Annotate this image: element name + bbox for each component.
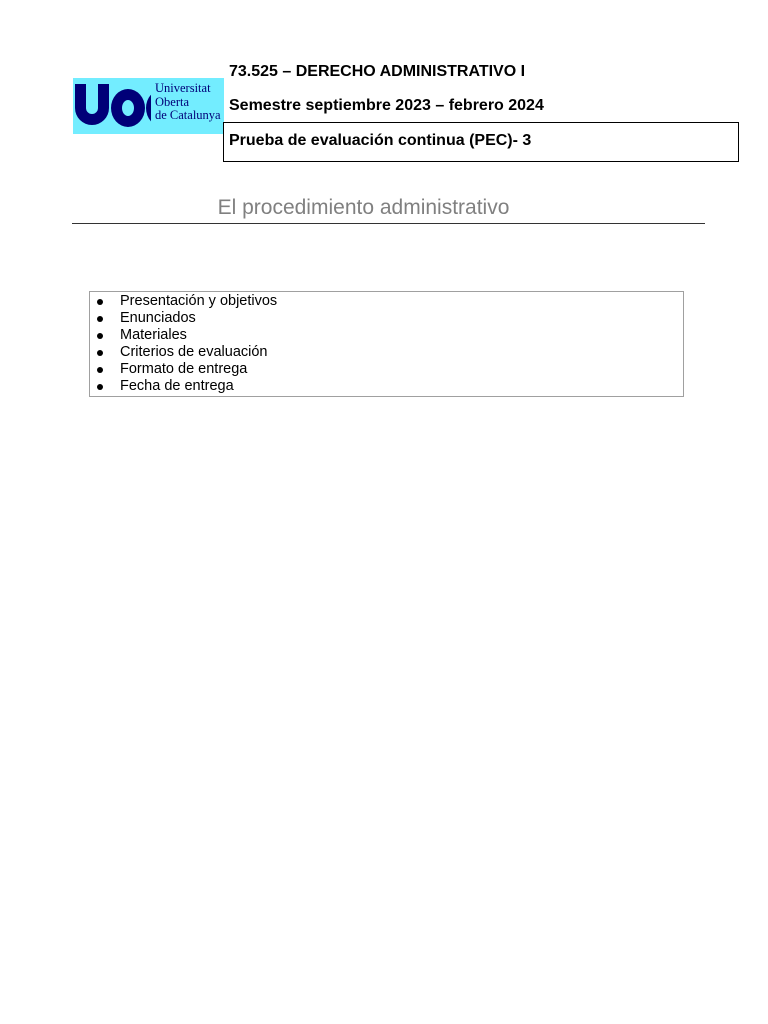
bullet-icon	[97, 299, 103, 305]
semester-label: Semestre septiembre 2023 – febrero 2024	[229, 97, 544, 114]
bullet-icon	[97, 350, 103, 356]
list-item-label: Presentación y objetivos	[120, 293, 278, 309]
course-code-title: 73.525 – DERECHO ADMINISTRATIVO I	[229, 63, 526, 80]
document-title: El procedimiento administrativo	[217, 196, 510, 219]
logo-line-oberta: Oberta	[155, 94, 190, 109]
logo-line-universitat: Universitat	[155, 81, 211, 95]
bullet-icon	[97, 384, 103, 390]
list-item-label: Criterios de evaluación	[120, 344, 268, 360]
contents-box	[89, 291, 684, 397]
list-item-label: Formato de entrega	[120, 361, 248, 377]
title-divider	[72, 223, 705, 224]
list-item-label: Materiales	[120, 327, 187, 343]
bullet-icon	[97, 333, 103, 339]
uoc-logo-mark	[73, 78, 151, 134]
bullet-icon	[97, 316, 103, 322]
list-item-label: Fecha de entrega	[120, 378, 234, 394]
uoc-logo	[73, 78, 224, 134]
assessment-title: Prueba de evaluación continua (PEC)- 3	[229, 132, 532, 149]
uoc-logo-wordmark	[155, 82, 224, 123]
assessment-box	[223, 122, 739, 162]
bullet-icon	[97, 367, 103, 373]
logo-line-catalunya: de Catalunya	[155, 108, 221, 122]
list-item-label: Enunciados	[120, 310, 196, 326]
